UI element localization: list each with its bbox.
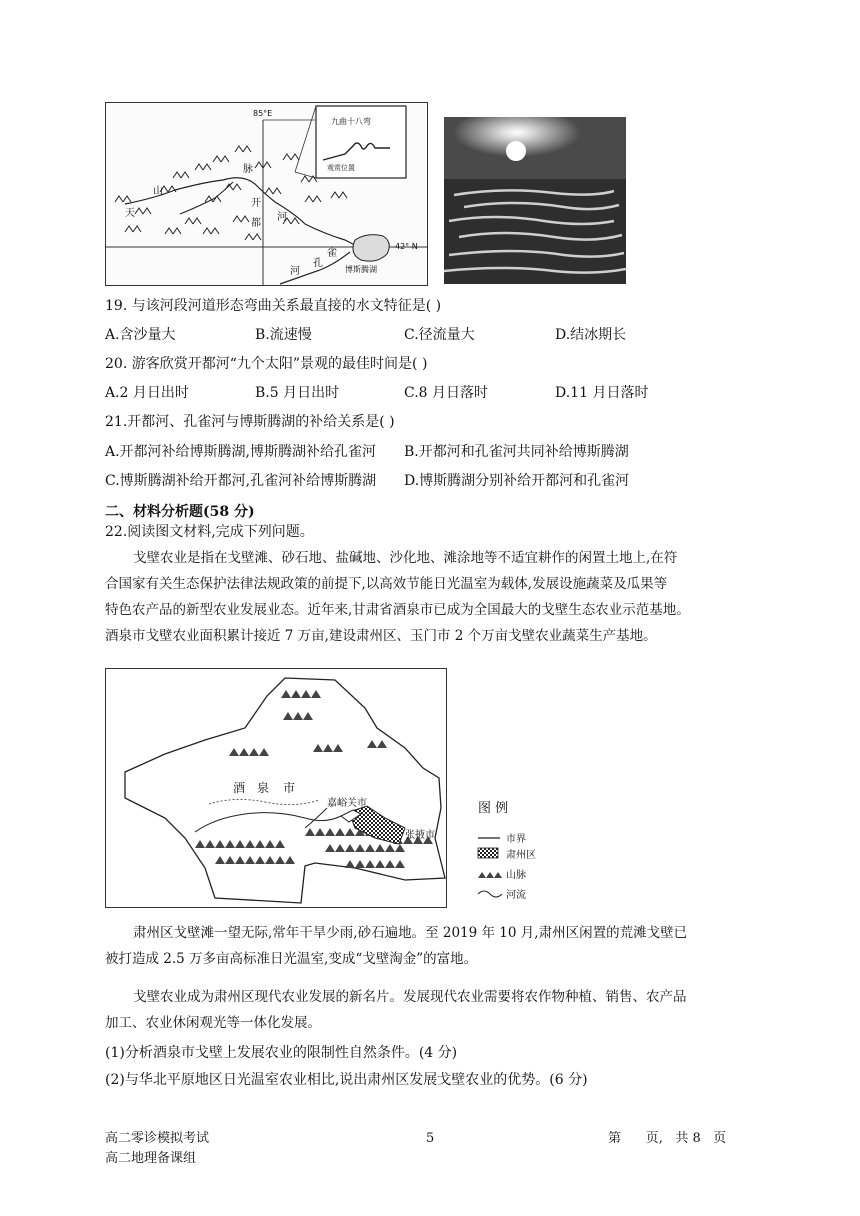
sun — [506, 141, 526, 161]
q21-option-a[interactable]: A.开都河补给博斯腾湖,博斯腾湖补给孔雀河 — [105, 444, 377, 460]
city-char-2: 泉 — [257, 781, 270, 795]
tianshan-kaidu-map — [105, 102, 428, 286]
city-char-1: 酒 — [233, 781, 246, 795]
mountain-char-1: 天 — [125, 208, 135, 219]
legend-swatch-river — [478, 891, 502, 897]
river-char-3: 河 — [277, 212, 287, 223]
meridian-label: 85°E — [253, 109, 273, 118]
q19-option-a[interactable]: A.含沙量大 — [105, 327, 176, 343]
parallel-label: 42° N — [395, 242, 418, 251]
legend-swatch-mountain — [478, 872, 502, 878]
p3-line-2: 加工、农业休闲观光等一体化发展。 — [105, 1015, 321, 1031]
legend-label-mountain: 山脉 — [506, 870, 526, 881]
section-2-heading: 二、材料分析题(58 分) — [105, 504, 255, 520]
jiayuguan-label: 嘉峪关市 — [327, 798, 367, 809]
footer-page-count: 第 页, 共 8 页 — [608, 1131, 727, 1146]
legend-svg — [472, 796, 562, 906]
material-paragraph-1 — [105, 545, 755, 649]
inset-spot-label: 观赏位置 — [327, 164, 355, 172]
zhangye-label: 张掖市 — [405, 830, 435, 841]
p3-line-1: 戈壁农业成为肃州区现代农业发展的新名片。发展现代农业需要将农作物种植、销售、农产品 — [133, 989, 687, 1005]
mountain-char-2: 山 — [153, 186, 163, 197]
figure2-map — [105, 668, 447, 908]
legend-label-boundary: 市界 — [506, 834, 526, 845]
legend-title: 图 例 — [478, 801, 509, 816]
question-20-stem: 20. 游客欣赏开都河“九个太阳”景观的最佳时间是( ) — [105, 356, 428, 372]
figure1-map — [105, 102, 428, 286]
p1-line-1: 戈壁农业是指在戈壁滩、砂石地、盐碱地、沙化地、滩涂地等不适宜耕作的闲置土地上,在符 — [133, 550, 678, 566]
mountain-char-3: 脉 — [243, 164, 253, 175]
footer-exam-name: 高二零诊模拟考试 — [105, 1131, 210, 1146]
p2-line-2: 被打造成 2.5 万多亩高标准日光温室,变成“戈壁淘金”的富地。 — [105, 951, 478, 967]
question-19-stem: 19. 与该河段河道形态弯曲关系最直接的水文特征是( ) — [105, 298, 442, 314]
kongque-char-1: 河 — [290, 266, 300, 277]
p1-line-4: 酒泉市戈壁农业面积累计接近 7 万亩,建设肃州区、玉门市 2 个万亩戈壁农业蔬菜生产基地。 — [105, 628, 657, 644]
material-paragraph-3 — [105, 984, 755, 1036]
sub-question-2: (2)与华北平原地区日光温室农业相比,说出肃州区发展戈壁农业的优势。(6 分) — [105, 1072, 588, 1088]
kongque-char-2: 孔 — [313, 258, 323, 269]
material-paragraph-2 — [105, 920, 755, 972]
p1-line-3: 特色农产品的新型农业发展业态。近年来,甘肃省酒泉市已成为全国最大的戈壁生态农业示范基地。 — [105, 602, 690, 618]
photo-svg — [444, 117, 626, 284]
p1-line-2: 合国家有关生态保护法律法规政策的前提下,以高效节能日光温室为载体,发展设施蔬菜及瓜果等 — [105, 576, 668, 592]
q21-option-d[interactable]: D.博斯腾湖分别补给开都河和孔雀河 — [404, 473, 630, 489]
river-char-1: 开 — [251, 198, 261, 209]
kongque-char-3: 雀 — [327, 248, 337, 259]
nine-suns-photo — [444, 117, 626, 284]
inset-title: 九曲十八弯 — [331, 117, 371, 126]
legend-swatch-suzhou — [478, 848, 498, 858]
p2-line-1: 肃州区戈壁滩一望无际,常年干旱少雨,砂石遍地。至 2019 年 10 月,肃州区闲置的荒滩戈壁已 — [133, 925, 688, 941]
q20-option-c[interactable]: C.8 月日落时 — [404, 385, 489, 401]
legend-label-suzhou: 肃州区 — [506, 850, 536, 861]
q21-option-c[interactable]: C.博斯腾湖补给开都河,孔雀河补给博斯腾湖 — [105, 473, 377, 489]
footer-page-number: 5 — [426, 1131, 435, 1146]
q20-option-a[interactable]: A.2 月日出时 — [105, 385, 189, 401]
q20-option-b[interactable]: B.5 月日出时 — [255, 385, 340, 401]
question-22-stem: 22.阅读图文材料,完成下列问题。 — [105, 524, 314, 540]
q20-option-d[interactable]: D.11 月日落时 — [555, 385, 649, 401]
city-char-3: 市 — [283, 781, 296, 795]
sub-question-1: (1)分析酒泉市戈壁上发展农业的限制性自然条件。(4 分) — [105, 1045, 458, 1061]
river-char-2: 都 — [251, 218, 261, 229]
jiuquan-map-svg — [105, 668, 447, 908]
lake-label: 博斯腾湖 — [345, 265, 377, 274]
legend-label-river: 河流 — [506, 890, 526, 901]
footer-group-name: 高二地理备课组 — [105, 1151, 197, 1166]
figure2-legend — [472, 796, 562, 906]
bosten-lake — [353, 235, 389, 261]
q19-option-c[interactable]: C.径流量大 — [404, 327, 475, 343]
question-21-stem: 21.开都河、孔雀河与博斯腾湖的补给关系是( ) — [105, 414, 395, 430]
q21-option-b[interactable]: B.开都河和孔雀河共同补给博斯腾湖 — [404, 444, 629, 460]
q19-option-d[interactable]: D.结冰期长 — [555, 327, 627, 343]
q19-option-b[interactable]: B.流速慢 — [255, 327, 312, 343]
